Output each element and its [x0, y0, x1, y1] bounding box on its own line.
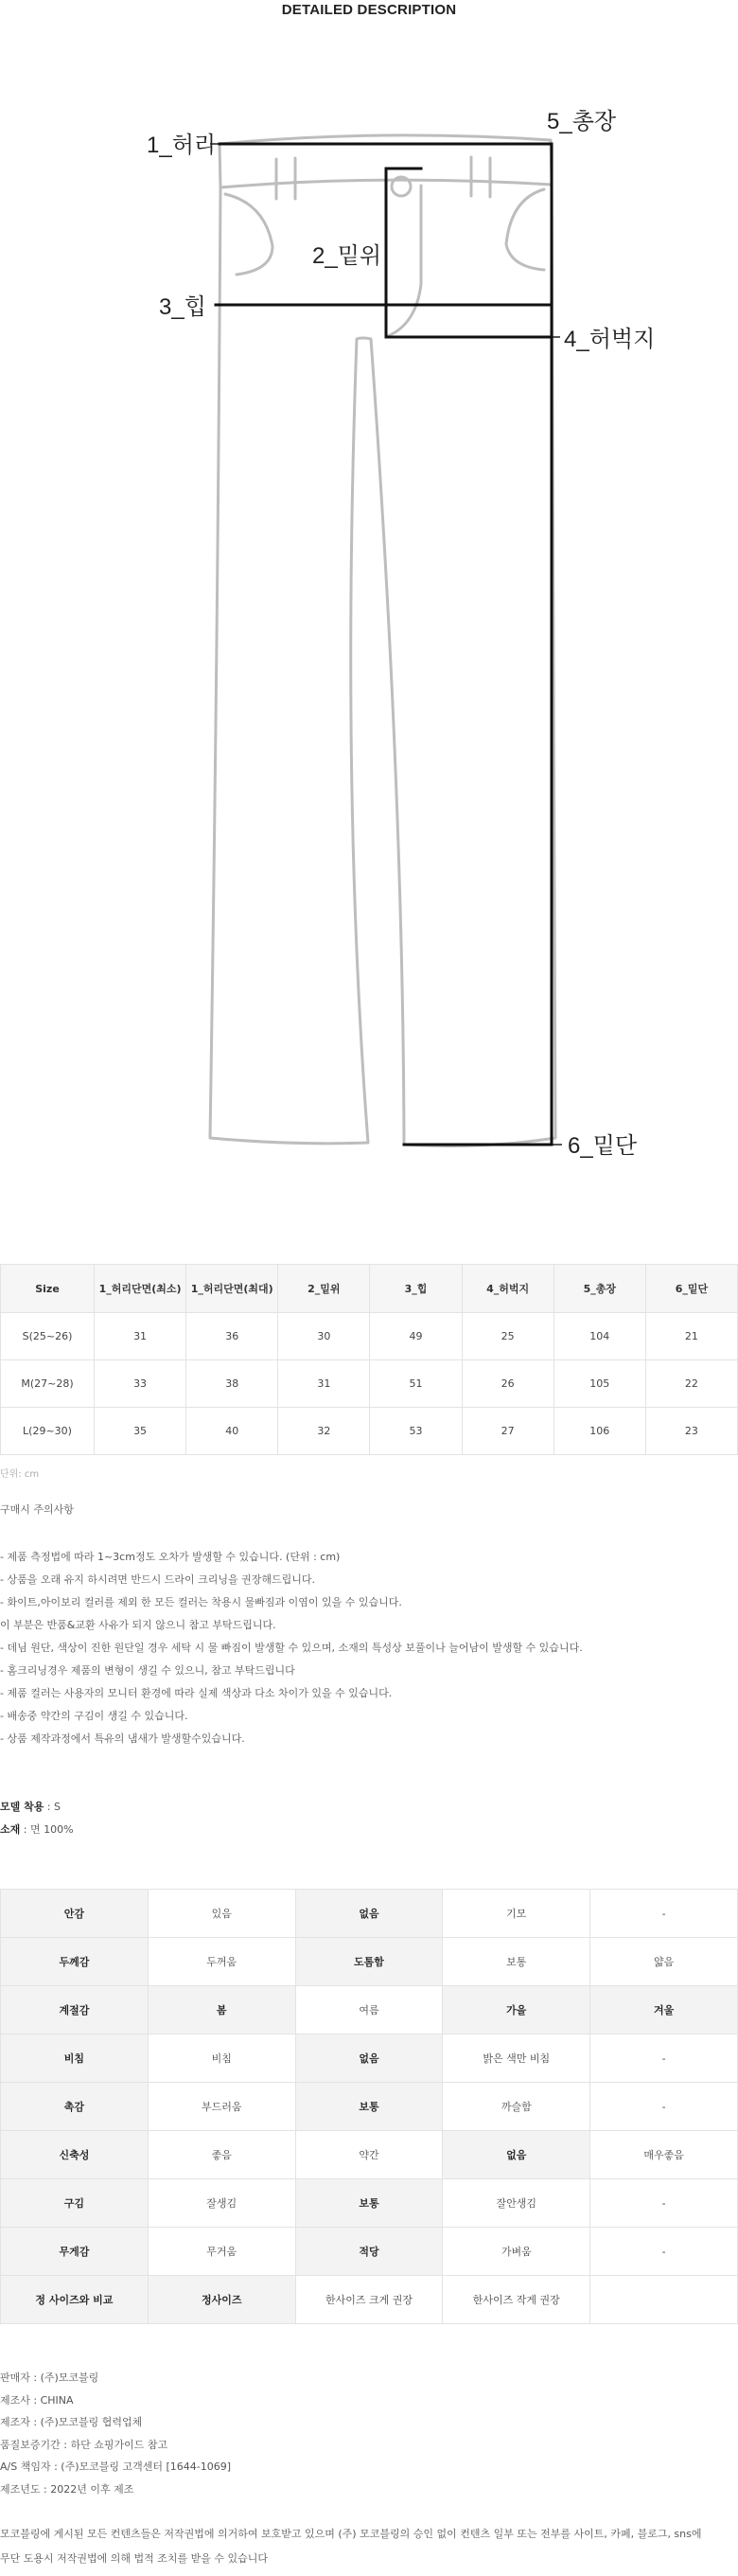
- fabric-option-selected: 가을: [443, 1986, 590, 2034]
- fabric-attribute-label: 정 사이즈와 비교: [1, 2276, 149, 2324]
- fabric-option-selected: 없음: [295, 2034, 443, 2083]
- model-info: [0, 1796, 74, 1841]
- table-cell: 40: [186, 1408, 278, 1455]
- info-seller: 판매자 : (주)모코블링: [0, 2372, 99, 2384]
- fabric-info-table: [0, 1889, 738, 2324]
- info-warranty: 품질보증기간 : 하단 쇼핑가이드 참고: [0, 2438, 168, 2451]
- fabric-option: -: [590, 2179, 738, 2228]
- notice-item: - 배송중 약간의 구김이 생길 수 있습니다.: [0, 1710, 188, 1722]
- fabric-option: 좋음: [148, 2131, 295, 2179]
- unit-note: 단위: cm: [0, 1469, 40, 1480]
- table-cell: 53: [370, 1408, 462, 1455]
- fabric-option: [590, 2276, 738, 2324]
- fabric-option-selected: 보통: [295, 2179, 443, 2228]
- table-row: [1, 2179, 738, 2228]
- label-rise: 2_밑위: [312, 243, 382, 269]
- info-manufacturer: 제조자 : (주)모코블링 협력업체: [0, 2416, 143, 2428]
- notice-item: - 제품 측정법에 따라 1~3cm정도 오차가 발생할 수 있습니다. (단위 : cm): [0, 1551, 341, 1563]
- table-cell: 30: [278, 1313, 370, 1360]
- notice-item: - 데님 원단, 색상이 진한 원단일 경우 세탁 시 물 빠짐이 발생할 수 있으며, 소재의 특성상 보풀이나 늘어남이 발생할 수 있습니다.: [0, 1642, 583, 1654]
- material-value: : 면 100%: [20, 1823, 74, 1836]
- table-cell: 106: [554, 1408, 645, 1455]
- fabric-option: 두꺼움: [148, 1938, 295, 1986]
- label-hem: 6_밑단: [568, 1133, 638, 1159]
- model-size-value: : S: [44, 1801, 62, 1813]
- fabric-option: 한사이즈 작게 권장: [443, 2276, 590, 2324]
- table-row: [1, 1986, 738, 2034]
- fabric-option-selected: 적당: [295, 2228, 443, 2276]
- table-cell: 25: [462, 1313, 554, 1360]
- front-pocket-left: [225, 194, 272, 275]
- fabric-option-selected: 봄: [148, 1986, 295, 2034]
- col-header: 2_밑위: [278, 1265, 370, 1313]
- fabric-option: 부드러움: [148, 2083, 295, 2131]
- table-cell: 33: [95, 1360, 186, 1408]
- table-row: [1, 1360, 738, 1408]
- copyright-line: 무단 도용시 저작권법에 의해 법적 조치를 받을 수 있습니다: [0, 2552, 268, 2565]
- table-cell: 49: [370, 1313, 462, 1360]
- table-cell: 105: [554, 1360, 645, 1408]
- fabric-option: 기모: [443, 1890, 590, 1938]
- table-cell: 26: [462, 1360, 554, 1408]
- pants-outline: [210, 135, 555, 1146]
- table-row: [1, 1890, 738, 1938]
- col-header: 6_밑단: [645, 1265, 737, 1313]
- fabric-option: 가벼움: [443, 2228, 590, 2276]
- notice-list: [0, 1546, 738, 1750]
- fabric-attribute-label: 신축성: [1, 2131, 149, 2179]
- fabric-option: -: [590, 2034, 738, 2083]
- model-size-label: 모델 착용: [0, 1801, 44, 1813]
- fabric-option: 잘생김: [148, 2179, 295, 2228]
- fabric-option-selected: 없음: [295, 1890, 443, 1938]
- table-cell: 27: [462, 1408, 554, 1455]
- page-title: DETAILED DESCRIPTION: [281, 2, 457, 18]
- fabric-option-selected: 없음: [443, 2131, 590, 2179]
- fabric-option: 여름: [295, 1986, 443, 2034]
- table-cell: 36: [186, 1313, 278, 1360]
- copyright-line: 모코블링에 게시된 모든 컨텐츠들은 저작권법에 의거하여 보호받고 있으며 (주) 모코블링의 승인 없이 컨텐츠 일부 또는 전부를 사이트, 카페, 블로그, sns에: [0, 2528, 702, 2540]
- fabric-option: -: [590, 2083, 738, 2131]
- fabric-option: -: [590, 1890, 738, 1938]
- table-row: [1, 2083, 738, 2131]
- fabric-option-selected: 정사이즈: [148, 2276, 295, 2324]
- notice-item: - 화이트,아이보리 컬러를 제외 한 모든 컬러는 착용시 물빠짐과 이염이 있을 수 있습니다.: [0, 1596, 402, 1608]
- fabric-option: 무거움: [148, 2228, 295, 2276]
- belt-loop-right: [471, 157, 490, 197]
- info-year: 제조년도 : 2022년 이후 제조: [0, 2482, 134, 2496]
- col-header: 1_허리단면(최대): [186, 1265, 278, 1313]
- label-length: 5_총장: [547, 109, 617, 134]
- fabric-option: 비침: [148, 2034, 295, 2083]
- fabric-option: 있음: [148, 1890, 295, 1938]
- info-maker-country: 제조사 : CHINA: [0, 2393, 74, 2407]
- label-thigh: 4_허벅지: [564, 327, 656, 352]
- notice-title: 구매시 주의사항: [0, 1503, 74, 1516]
- fabric-option: 까슬함: [443, 2083, 590, 2131]
- pants-measurement-diagram: [0, 104, 738, 1174]
- info-as: A/S 책임자 : (주)모코블링 고객센터 [1644-1069]: [0, 2461, 232, 2473]
- fabric-attribute-label: 계절감: [1, 1986, 149, 2034]
- material: [0, 1819, 74, 1841]
- fabric-attribute-label: 안감: [1, 1890, 149, 1938]
- belt-loop-left: [276, 158, 295, 199]
- fabric-attribute-label: 비침: [1, 2034, 149, 2083]
- col-header: 4_허벅지: [462, 1265, 554, 1313]
- table-cell: 35: [95, 1408, 186, 1455]
- fabric-option: 밝은 색만 비침: [443, 2034, 590, 2083]
- table-row: [1, 2276, 738, 2324]
- copyright-notice: [0, 2522, 738, 2571]
- table-cell: 51: [370, 1360, 462, 1408]
- fabric-option: -: [590, 2228, 738, 2276]
- fabric-attribute-label: 촉감: [1, 2083, 149, 2131]
- size-cell: M(27~28): [1, 1360, 95, 1408]
- table-cell: 38: [186, 1360, 278, 1408]
- fly-stitch: [388, 186, 421, 336]
- col-header: 5_총장: [554, 1265, 645, 1313]
- fabric-option-selected: 도톰함: [295, 1938, 443, 1986]
- fabric-option: 얇음: [590, 1938, 738, 1986]
- table-row: [1, 2034, 738, 2083]
- fabric-option: 한사이즈 크게 권장: [295, 2276, 443, 2324]
- fabric-attribute-label: 구김: [1, 2179, 149, 2228]
- notice-item: - 상품을 오래 유지 하시려면 반드시 드라이 크리닝을 권장해드립니다.: [0, 1573, 315, 1586]
- table-cell: 22: [645, 1360, 737, 1408]
- table-cell: 31: [278, 1360, 370, 1408]
- table-cell: 31: [95, 1313, 186, 1360]
- label-waist: 1_허리: [147, 133, 217, 158]
- fabric-attribute-label: 두께감: [1, 1938, 149, 1986]
- notice-item: - 제품 컬러는 사용자의 모니터 환경에 따라 실제 색상과 다소 차이가 있을 수 있습니다.: [0, 1687, 393, 1699]
- table-row: [1, 1408, 738, 1455]
- fabric-option-selected: 보통: [295, 2083, 443, 2131]
- size-table: [0, 1264, 738, 1455]
- table-cell: 21: [645, 1313, 737, 1360]
- material-label: 소재: [0, 1823, 21, 1836]
- fabric-option: 약간: [295, 2131, 443, 2179]
- table-row: [1, 1313, 738, 1360]
- table-cell: 32: [278, 1408, 370, 1455]
- size-table-header: [1, 1265, 738, 1313]
- table-row: [1, 2131, 738, 2179]
- notice-item: - 홈크리닝경우 제품의 변형이 생길 수 있으니, 참고 부탁드립니다: [0, 1664, 295, 1677]
- notice-item: 이 부분은 반품&교환 사유가 되지 않으니 참고 부탁드립니다.: [0, 1619, 276, 1631]
- fabric-option: 매우좋음: [590, 2131, 738, 2179]
- col-header: 3_힙: [370, 1265, 462, 1313]
- product-info: [0, 2367, 231, 2500]
- table-cell: 104: [554, 1313, 645, 1360]
- front-pocket-right: [506, 189, 544, 270]
- fabric-option: 보통: [443, 1938, 590, 1986]
- size-cell: S(25~26): [1, 1313, 95, 1360]
- table-row: [1, 1938, 738, 1986]
- fabric-option-selected: 겨울: [590, 1986, 738, 2034]
- model-size: [0, 1796, 74, 1819]
- fabric-attribute-label: 무게감: [1, 2228, 149, 2276]
- col-header: Size: [1, 1265, 95, 1313]
- table-cell: 23: [645, 1408, 737, 1455]
- fabric-option: 잘안생김: [443, 2179, 590, 2228]
- notice-item: - 상품 제작과정에서 특유의 냄새가 발생할수있습니다.: [0, 1732, 245, 1745]
- size-cell: L(29~30): [1, 1408, 95, 1455]
- table-row: [1, 2228, 738, 2276]
- col-header: 1_허리단면(최소): [95, 1265, 186, 1313]
- label-hip: 3_힙: [159, 294, 206, 320]
